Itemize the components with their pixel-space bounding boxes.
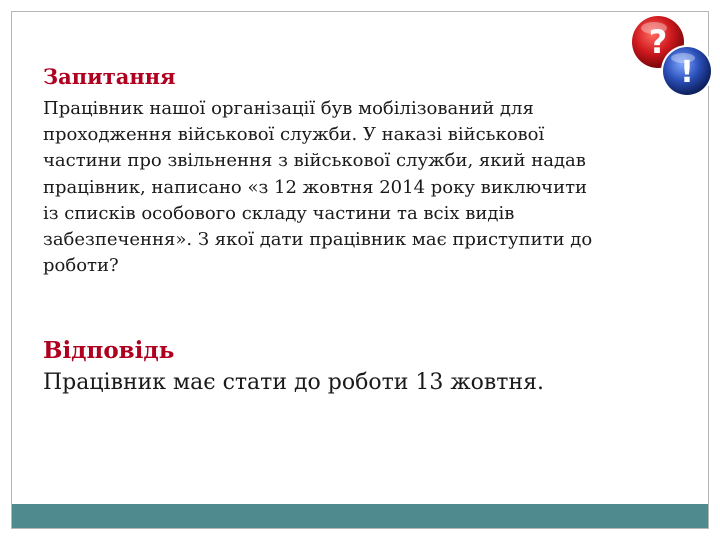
answer-heading: Відповідь <box>43 337 175 364</box>
question-line: Працівник нашої організації був мобілізований для <box>43 98 534 119</box>
exclamation-mark-icon <box>661 45 713 97</box>
question-line: працівник, написано «з 12 жовтня 2014 року виключити <box>43 176 588 198</box>
svg-text:?: ? <box>648 23 668 61</box>
question-exclamation-icons <box>626 10 720 104</box>
question-line: проходження військової служби. У наказі військової <box>43 124 545 146</box>
question-line: роботи? <box>43 255 119 277</box>
question-line: із списків особового складу частини та всіх видів <box>43 202 515 224</box>
bottom-bar <box>12 504 708 528</box>
question-heading: Запитання <box>43 64 176 89</box>
question-line: частини про звільнення з військової служби, який надав <box>43 150 586 172</box>
question-line: забезпечення». З якої дати працівник має приступити до <box>43 229 593 251</box>
question-text <box>43 96 693 279</box>
svg-text:!: ! <box>680 55 694 90</box>
answer-text: Працівник має стати до роботи 13 жовтня. <box>43 370 544 395</box>
